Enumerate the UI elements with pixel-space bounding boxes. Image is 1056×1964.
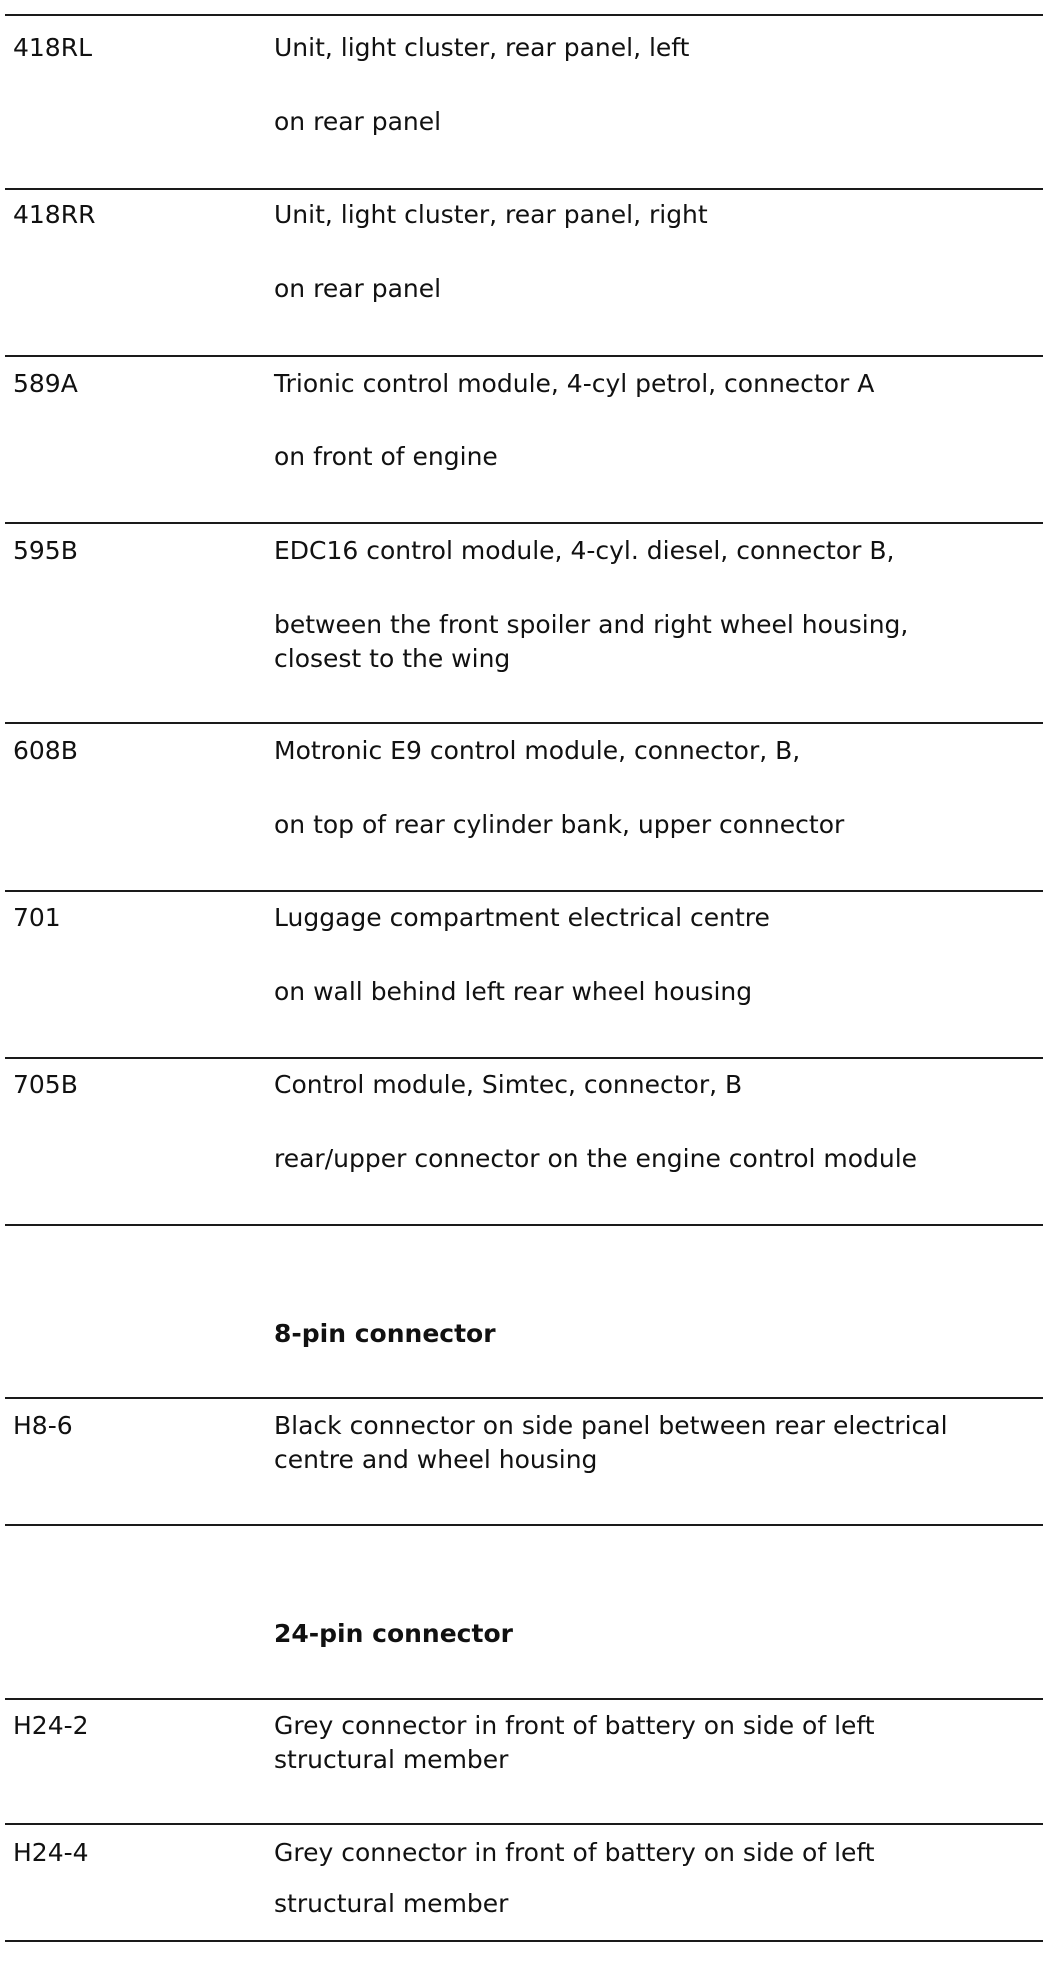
connector-code: H24-2 <box>13 1711 89 1740</box>
component-location: on front of engine <box>274 442 498 471</box>
connector-description: centre and wheel housing <box>274 1445 598 1474</box>
row-divider <box>5 355 1043 357</box>
connector-description: Grey connector in front of battery on side of left <box>274 1838 875 1867</box>
row-divider <box>5 1698 1043 1700</box>
row-divider <box>5 1940 1043 1942</box>
connector-code: H24-4 <box>13 1838 89 1867</box>
component-code: 418RR <box>13 200 96 229</box>
row-divider <box>5 188 1043 190</box>
component-location: closest to the wing <box>274 644 511 673</box>
row-divider <box>5 1397 1043 1399</box>
connector-description: Grey connector in front of battery on side of left <box>274 1711 875 1740</box>
component-description: EDC16 control module, 4-cyl. diesel, connector B, <box>274 536 895 565</box>
row-divider <box>5 14 1043 16</box>
component-description: Luggage compartment electrical centre <box>274 903 770 932</box>
component-code: 608B <box>13 736 78 765</box>
row-divider <box>5 1057 1043 1059</box>
component-location: rear/upper connector on the engine control module <box>274 1144 918 1173</box>
section-heading-24-pin: 24-pin connector <box>274 1619 513 1648</box>
component-description: Motronic E9 control module, connector, B, <box>274 736 801 765</box>
row-divider <box>5 890 1043 892</box>
component-location: between the front spoiler and right wheel housing, <box>274 610 909 639</box>
row-divider <box>5 1224 1043 1226</box>
component-description: Trionic control module, 4-cyl petrol, connector A <box>274 369 875 398</box>
row-divider <box>5 1524 1043 1526</box>
component-description: Unit, light cluster, rear panel, right <box>274 200 708 229</box>
component-code: 595B <box>13 536 78 565</box>
row-divider <box>5 722 1043 724</box>
component-code: 701 <box>13 903 61 932</box>
component-location: on rear panel <box>274 107 442 136</box>
component-code: 589A <box>13 369 78 398</box>
connector-description: structural member <box>274 1889 509 1918</box>
component-location: on wall behind left rear wheel housing <box>274 977 753 1006</box>
component-description: Unit, light cluster, rear panel, left <box>274 33 690 62</box>
component-location: on rear panel <box>274 274 442 303</box>
component-code: 705B <box>13 1070 78 1099</box>
connector-description: Black connector on side panel between rear electrical <box>274 1411 948 1440</box>
section-heading-8-pin: 8-pin connector <box>274 1319 496 1348</box>
connector-description: structural member <box>274 1745 509 1774</box>
component-code: 418RL <box>13 33 93 62</box>
connector-code: H8-6 <box>13 1411 73 1440</box>
component-description: Control module, Simtec, connector, B <box>274 1070 743 1099</box>
row-divider <box>5 1823 1043 1825</box>
component-location: on top of rear cylinder bank, upper connector <box>274 810 845 839</box>
row-divider <box>5 522 1043 524</box>
